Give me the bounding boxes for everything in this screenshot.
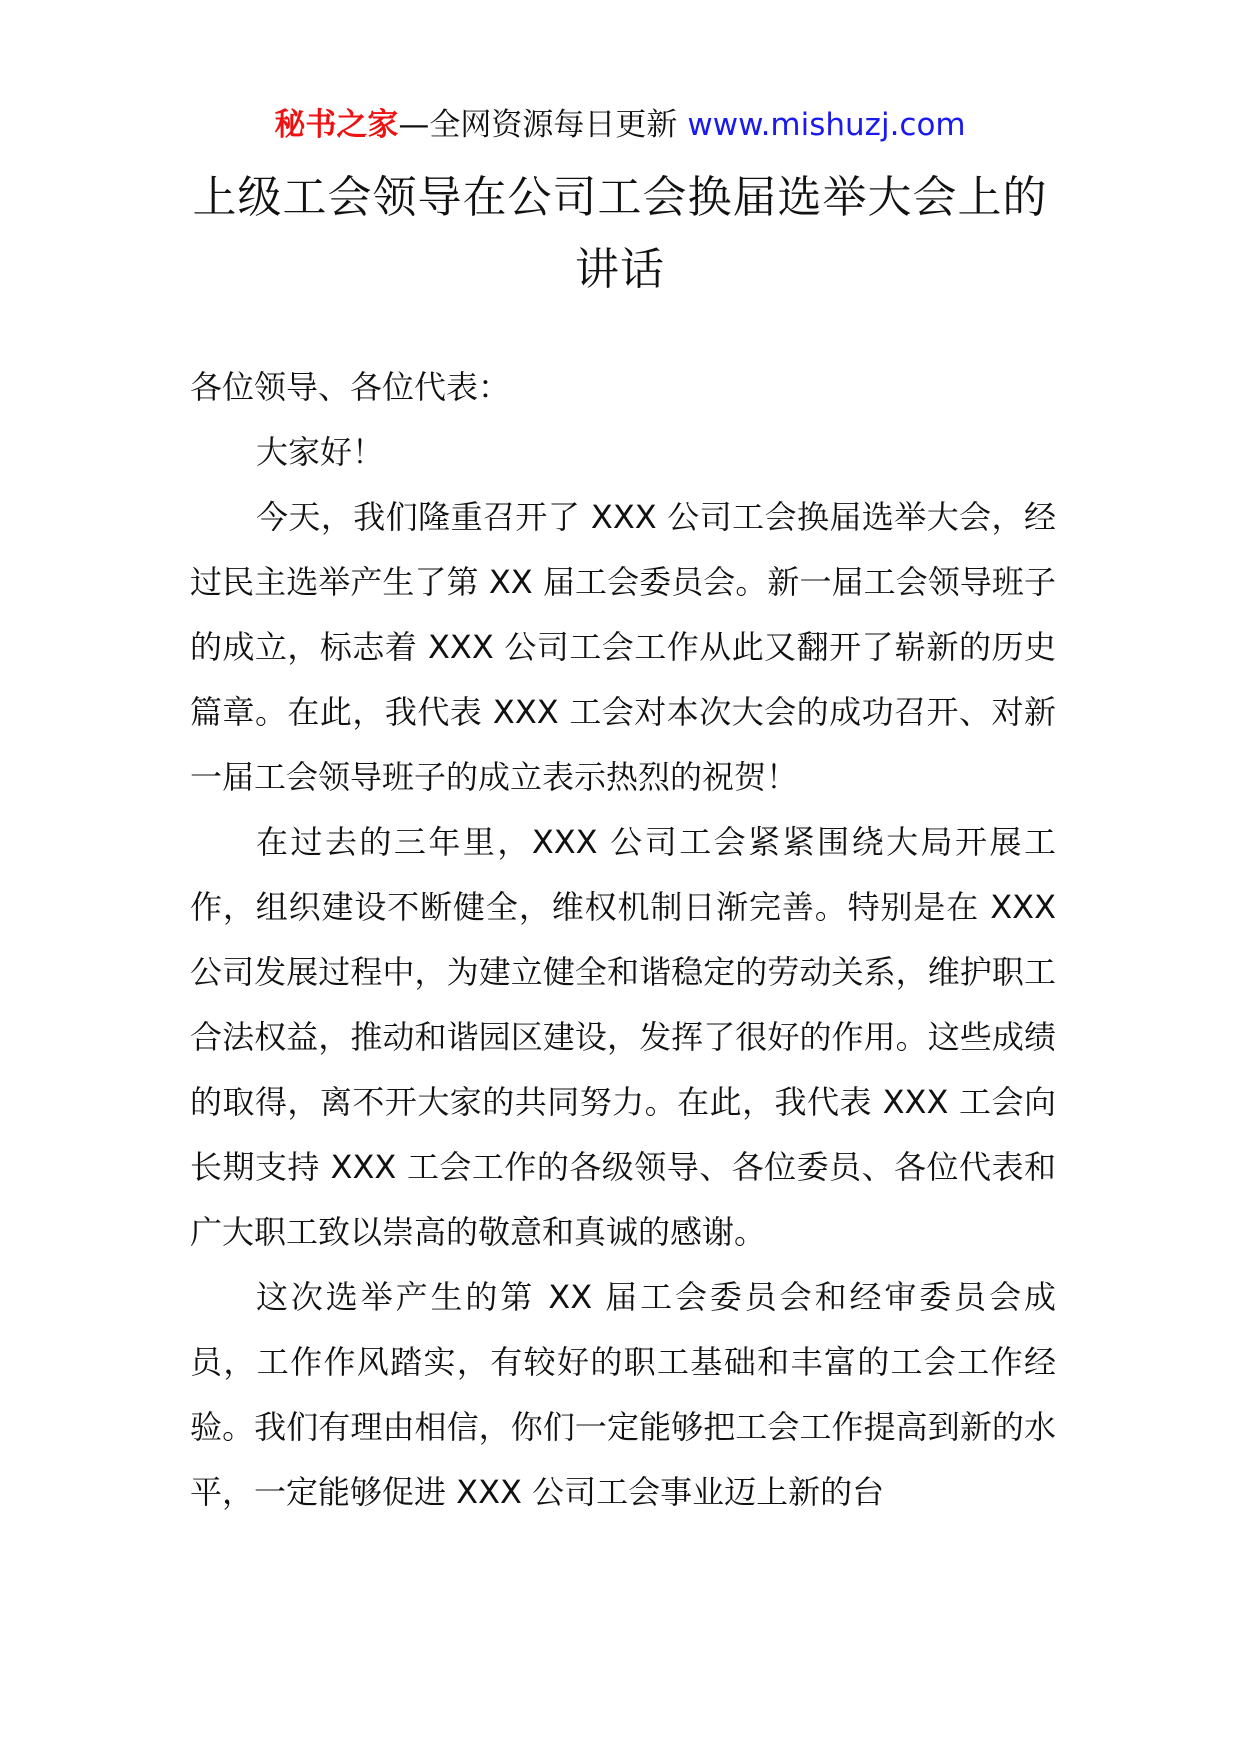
paragraph: 这次选举产生的第 XX 届工会委员会和经审委员会成员，工作作风踏实，有较好的职工基础和丰富的工会工作经验。我们有理由相信，你们一定能够把工会工作提高到新的水平，一定能够促进 XXX 公司工会事业迈上新的台 [190,1278,1056,1511]
paragraph: 今天，我们隆重召开了 XXX 公司工会换届选举大会，经过民主选举产生了第 XX 届工会委员会。新一届工会领导班子的成立，标志着 XXX 公司工会工作从此又翻开了崭新的历史篇章。在此，我代表 XXX 工会对本次大会的成功召开、对新一届工会领导班子的成立表示热烈的祝贺！ [190,498,1056,796]
header-tagline: —全网资源每日更新 [398,107,678,143]
document-body [190,355,1056,1525]
document-title: 上级工会领导在公司工会换届选举大会上的讲话 [192,172,1048,295]
paragraph: 大家好！ [256,433,385,471]
paragraph: 在过去的三年里，XXX 公司工会紧紧围绕大局开展工作，组织建设不断健全，维权机制日渐完善。特别是在 XXX 公司发展过程中，为建立健全和谐稳定的劳动关系，维护职工合法权益，推动和谐园区建设，发挥了很好的作用。这些成绩的取得，离不开大家的共同努力。在此，我代表 XXX 工会向长期支持 XXX 工会工作的各级领导、各位委员、各位代表和广大职工致以崇高的敬意和真诚的感谢。 [190,823,1056,1251]
salutation: 各位领导、各位代表： [190,368,511,406]
site-url-link[interactable]: www.mishuzj.com [687,107,966,143]
site-header [0,100,1240,150]
brand-name: 秘书之家 [274,107,399,143]
